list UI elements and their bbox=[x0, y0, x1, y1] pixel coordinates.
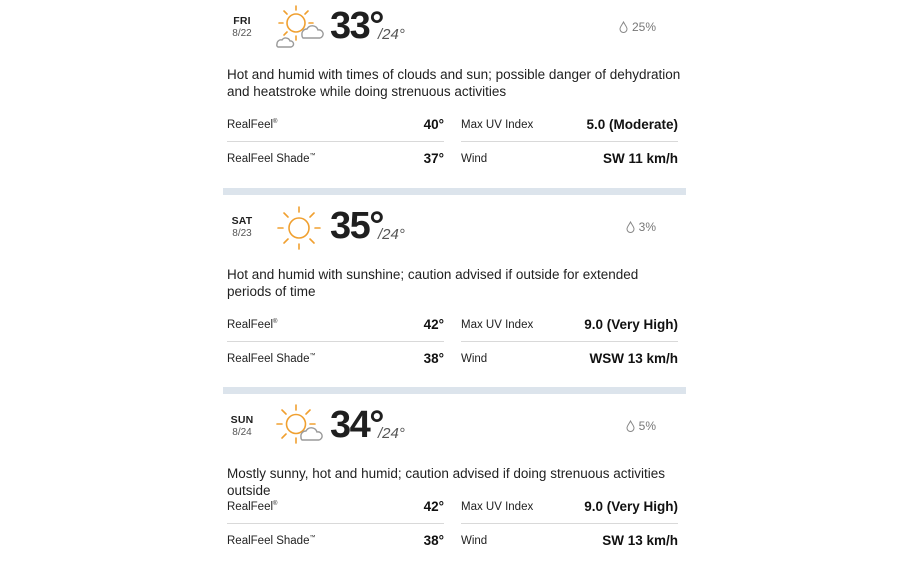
uv-value: 9.0 (Very High) bbox=[584, 499, 678, 514]
realfeel-value: 40° bbox=[423, 117, 444, 132]
day-card-sun[interactable] bbox=[223, 394, 686, 568]
wind-cell bbox=[461, 524, 678, 557]
wind-value: SW 13 km/h bbox=[602, 533, 678, 548]
wind-label: Wind bbox=[461, 352, 488, 365]
high-temperature: 34° bbox=[330, 404, 383, 446]
wind-cell bbox=[461, 142, 678, 175]
realfeel-shade-label: RealFeel Shade™ bbox=[227, 152, 316, 165]
metrics-grid bbox=[227, 308, 678, 376]
precipitation bbox=[619, 20, 656, 34]
realfeel-shade-cell bbox=[227, 142, 444, 175]
day-date: 8/23 bbox=[232, 228, 252, 239]
realfeel-shade-cell bbox=[227, 342, 444, 375]
wind-value: SW 11 km/h bbox=[602, 151, 678, 166]
day-label bbox=[227, 215, 257, 239]
low-temperature: /24° bbox=[378, 425, 405, 442]
metrics-row bbox=[227, 342, 678, 376]
uv-cell bbox=[461, 308, 678, 342]
day-of-week: SAT bbox=[231, 215, 253, 227]
uv-label: Max UV Index bbox=[461, 118, 534, 131]
low-temperature: /24° bbox=[378, 226, 405, 243]
sunny-icon bbox=[274, 203, 324, 253]
metrics-grid bbox=[227, 490, 678, 558]
realfeel-label: RealFeel® bbox=[227, 118, 278, 131]
metrics-row bbox=[227, 490, 678, 524]
wind-label: Wind bbox=[461, 152, 488, 165]
realfeel-label: RealFeel® bbox=[227, 318, 278, 331]
uv-value: 5.0 (Moderate) bbox=[586, 117, 678, 132]
card-separator bbox=[223, 188, 686, 195]
uv-cell bbox=[461, 490, 678, 524]
uv-label: Max UV Index bbox=[461, 318, 534, 331]
precip-value: 25% bbox=[631, 20, 656, 34]
realfeel-cell bbox=[227, 308, 444, 342]
day-date: 8/22 bbox=[232, 28, 252, 39]
metrics-row bbox=[227, 524, 678, 558]
realfeel-shade-value: 37° bbox=[423, 151, 444, 166]
realfeel-label: RealFeel® bbox=[227, 500, 278, 513]
forecast-phrase: Hot and humid with sunshine; caution advised if outside for extended periods of time bbox=[227, 267, 639, 299]
metrics-row bbox=[227, 108, 678, 142]
day-of-week: FRI bbox=[233, 15, 251, 27]
droplet-icon bbox=[626, 221, 635, 233]
precip-value: 5% bbox=[638, 419, 656, 433]
realfeel-cell bbox=[227, 490, 444, 524]
wind-label: Wind bbox=[461, 534, 488, 547]
wind-value: WSW 13 km/h bbox=[589, 351, 678, 366]
card-separator bbox=[223, 387, 686, 394]
metrics-row bbox=[227, 308, 678, 342]
realfeel-shade-label: RealFeel Shade™ bbox=[227, 534, 316, 547]
uv-cell bbox=[461, 108, 678, 142]
precip-value: 3% bbox=[638, 220, 656, 234]
day-of-week: SUN bbox=[230, 414, 254, 426]
daily-forecast-list bbox=[223, 0, 686, 568]
realfeel-shade-value: 38° bbox=[423, 533, 444, 548]
precipitation bbox=[626, 419, 656, 433]
mostly-sunny-icon bbox=[274, 402, 324, 452]
realfeel-shade-label: RealFeel Shade™ bbox=[227, 352, 316, 365]
low-temperature: /24° bbox=[378, 26, 405, 43]
day-card-sat[interactable] bbox=[223, 195, 686, 387]
partly-sunny-icon bbox=[274, 3, 324, 53]
wind-cell bbox=[461, 342, 678, 375]
realfeel-shade-cell bbox=[227, 524, 444, 557]
day-label bbox=[227, 414, 257, 438]
realfeel-value: 42° bbox=[423, 317, 444, 332]
day-label bbox=[227, 15, 257, 39]
high-temperature: 33° bbox=[330, 5, 383, 47]
droplet-icon bbox=[619, 21, 628, 33]
day-header bbox=[223, 394, 686, 454]
forecast-phrase: Mostly sunny, hot and humid; caution advised if doing strenuous activities outside bbox=[227, 466, 665, 498]
precipitation bbox=[626, 220, 656, 234]
uv-label: Max UV Index bbox=[461, 500, 534, 513]
day-header bbox=[223, 0, 686, 60]
realfeel-shade-value: 38° bbox=[423, 351, 444, 366]
metrics-grid bbox=[227, 108, 678, 176]
forecast-phrase: Hot and humid with times of clouds and sun; possible danger of dehydration and heatstroke while doing strenuous activities bbox=[227, 67, 681, 99]
realfeel-cell bbox=[227, 108, 444, 142]
metrics-row bbox=[227, 142, 678, 176]
high-temperature: 35° bbox=[330, 205, 383, 247]
day-card-fri[interactable] bbox=[223, 0, 686, 188]
uv-value: 9.0 (Very High) bbox=[584, 317, 678, 332]
realfeel-value: 42° bbox=[423, 499, 444, 514]
day-header bbox=[223, 195, 686, 255]
droplet-icon bbox=[626, 420, 635, 432]
day-date: 8/24 bbox=[232, 427, 252, 438]
